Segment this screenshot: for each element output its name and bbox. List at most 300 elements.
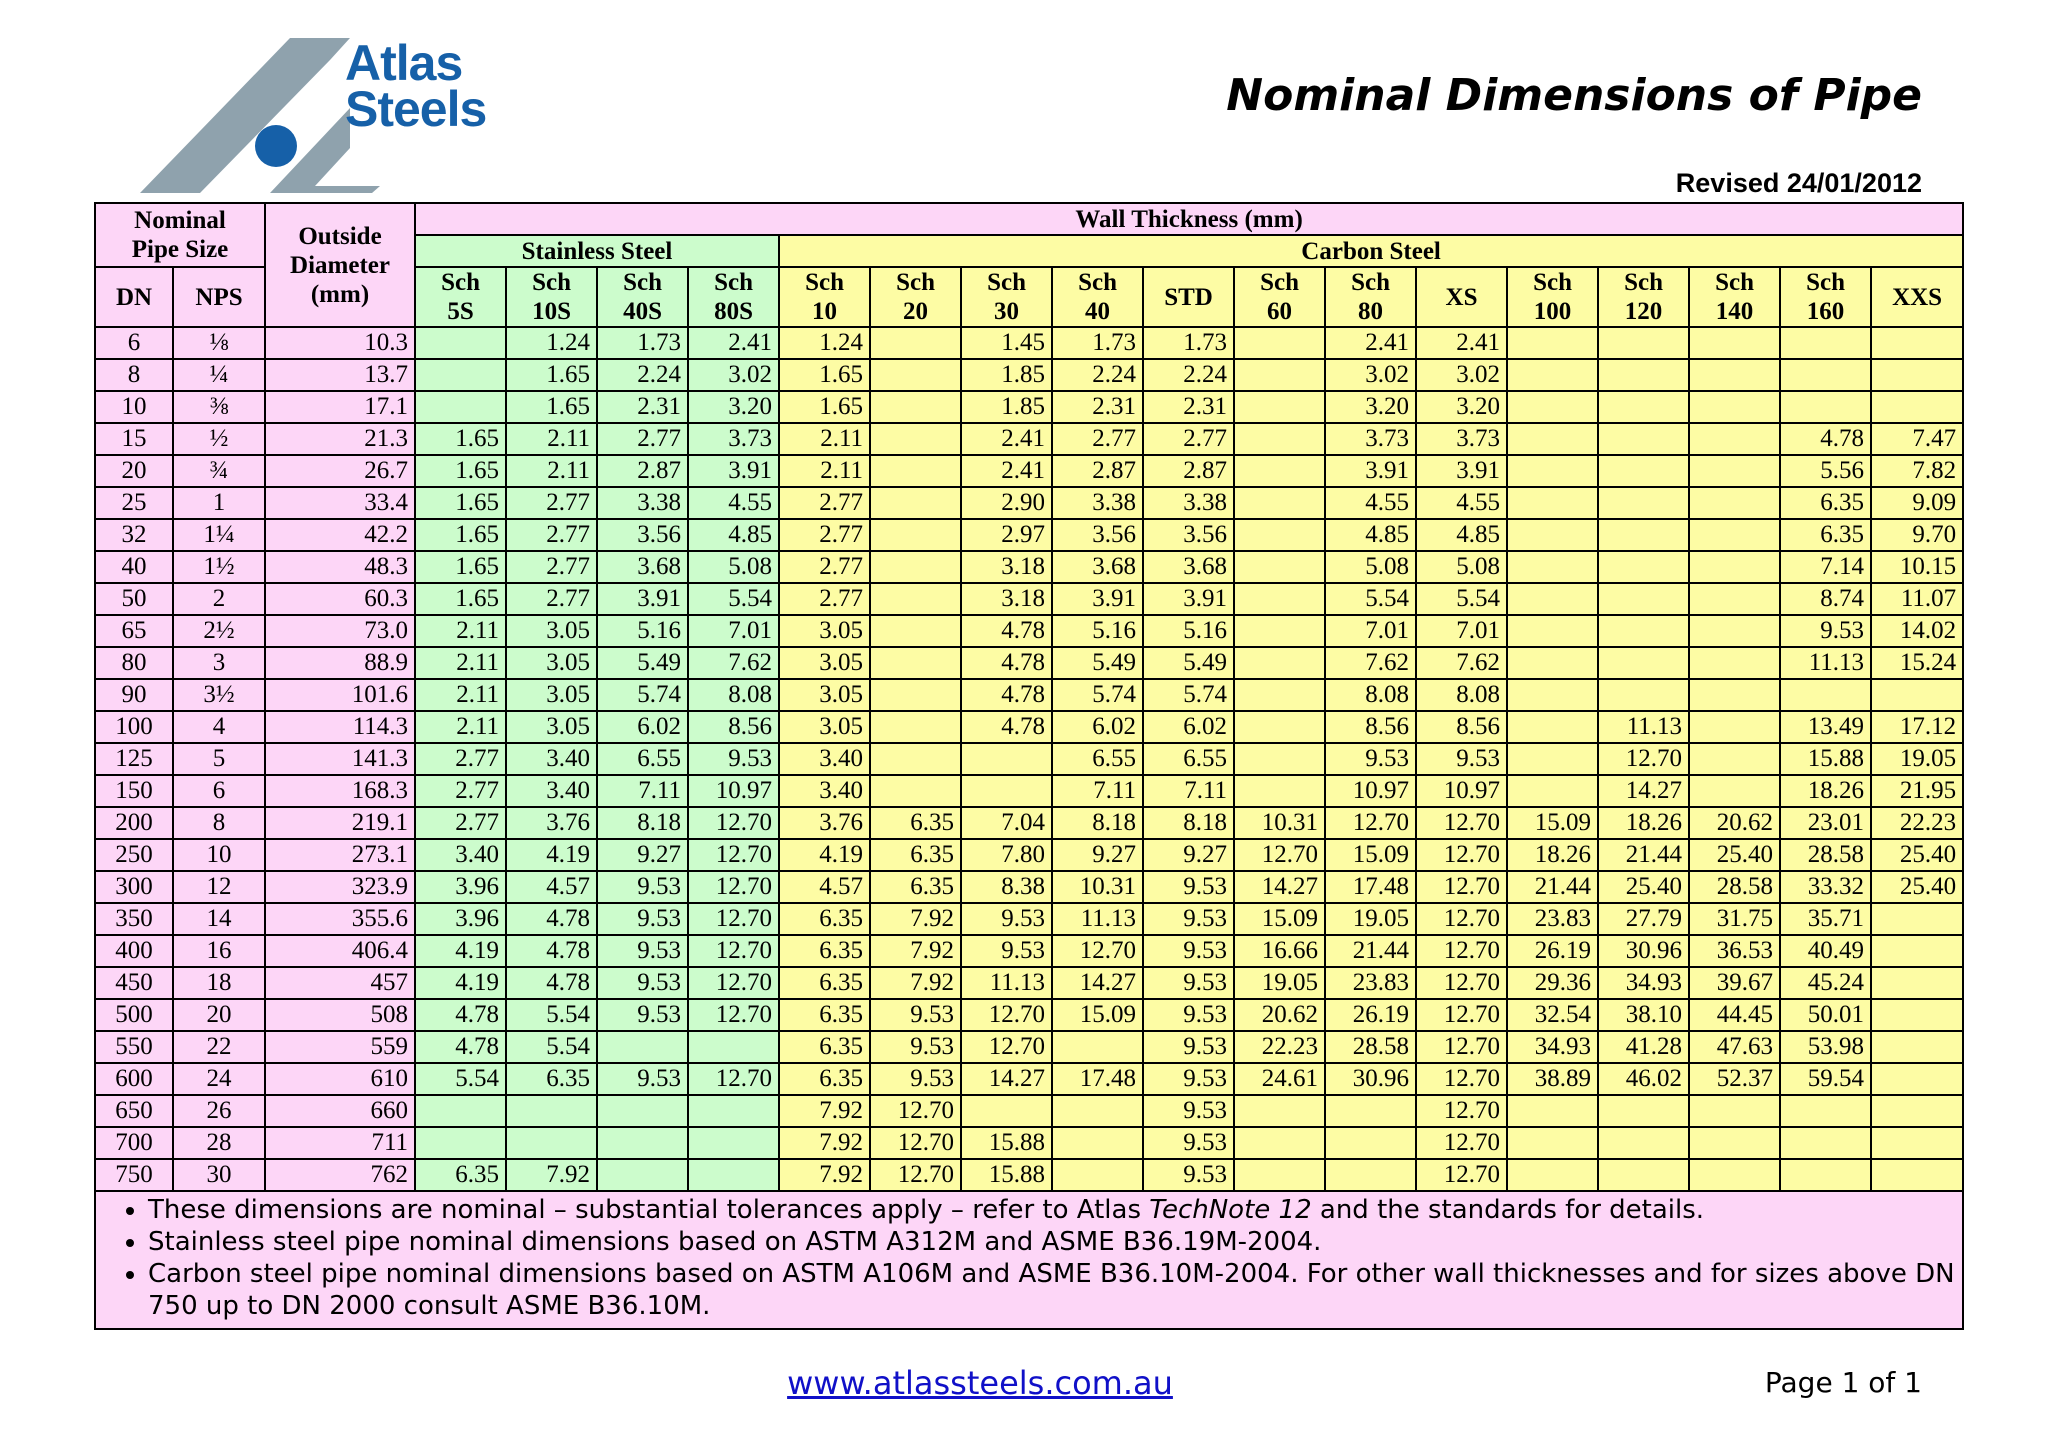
wall-thickness-cell: [1689, 391, 1780, 423]
wall-thickness-cell: 1.65: [415, 583, 506, 615]
wall-thickness-cell: 2.11: [415, 615, 506, 647]
nps-cell: ⅜: [173, 391, 265, 423]
wall-thickness-cell: [1780, 391, 1871, 423]
wall-thickness-cell: 7.11: [1052, 775, 1143, 807]
wall-thickness-cell: 23.83: [1325, 967, 1416, 999]
wall-thickness-cell: 3.96: [415, 871, 506, 903]
wall-thickness-cell: 3.38: [1052, 487, 1143, 519]
wall-thickness-cell: 21.95: [1871, 775, 1963, 807]
wall-thickness-cell: 10.31: [1234, 807, 1325, 839]
dn-cell: 10: [95, 391, 173, 423]
header-dn: DN: [95, 267, 173, 327]
wall-thickness-cell: 3.91: [1325, 455, 1416, 487]
wall-thickness-cell: 9.53: [870, 999, 961, 1031]
wall-thickness-cell: 1.24: [506, 327, 597, 359]
wall-thickness-cell: [1234, 711, 1325, 743]
carbon-col-header: Sch 20: [870, 267, 961, 327]
wall-thickness-cell: 5.74: [1052, 679, 1143, 711]
header-carbon-steel: Carbon Steel: [779, 235, 1963, 267]
wall-thickness-cell: 18.26: [1598, 807, 1689, 839]
wall-thickness-cell: 9.53: [597, 1063, 688, 1095]
wall-thickness-cell: 9.53: [597, 871, 688, 903]
od-cell: 508: [265, 999, 415, 1031]
wall-thickness-cell: 2.87: [1052, 455, 1143, 487]
carbon-col-header: STD: [1143, 267, 1234, 327]
od-cell: 21.3: [265, 423, 415, 455]
wall-thickness-cell: 3.05: [779, 711, 870, 743]
wall-thickness-cell: 9.53: [1143, 1127, 1234, 1159]
header-stainless-steel: Stainless Steel: [415, 235, 779, 267]
wall-thickness-cell: 3.20: [1416, 391, 1507, 423]
wall-thickness-cell: 2.41: [1325, 327, 1416, 359]
wall-thickness-cell: [1871, 391, 1963, 423]
nps-cell: 24: [173, 1063, 265, 1095]
wall-thickness-cell: 3.56: [1052, 519, 1143, 551]
wall-thickness-cell: 1.65: [415, 487, 506, 519]
wall-thickness-cell: 13.49: [1780, 711, 1871, 743]
wall-thickness-cell: 7.01: [1416, 615, 1507, 647]
notes-list: [102, 1194, 1956, 1322]
wall-thickness-cell: 4.78: [506, 935, 597, 967]
note-item: • Carbon steel pipe nominal dimensions based on ASTM A106M and ASME B36.10M-2004. For other wall thicknesses and for sizes above DN 750 up to DN 2000 consult ASME B36.10M.: [148, 1258, 1956, 1322]
od-cell: 73.0: [265, 615, 415, 647]
wall-thickness-cell: [1052, 1031, 1143, 1063]
wall-thickness-cell: 2.41: [961, 423, 1052, 455]
wall-thickness-cell: [597, 1031, 688, 1063]
wall-thickness-cell: 4.78: [961, 679, 1052, 711]
table-row: [95, 647, 1963, 679]
wall-thickness-cell: 9.53: [1143, 999, 1234, 1031]
wall-thickness-cell: 11.13: [961, 967, 1052, 999]
wall-thickness-cell: [1598, 615, 1689, 647]
wall-thickness-cell: 5.54: [506, 1031, 597, 1063]
wall-thickness-cell: 38.10: [1598, 999, 1689, 1031]
wall-thickness-cell: [1507, 775, 1598, 807]
table-row: [95, 455, 1963, 487]
nps-cell: ½: [173, 423, 265, 455]
wall-thickness-cell: [1507, 327, 1598, 359]
wall-thickness-cell: [1689, 551, 1780, 583]
wall-thickness-cell: 2.77: [1052, 423, 1143, 455]
nps-cell: 6: [173, 775, 265, 807]
wall-thickness-cell: 7.62: [688, 647, 779, 679]
wall-thickness-cell: [688, 1095, 779, 1127]
wall-thickness-cell: 14.27: [961, 1063, 1052, 1095]
wall-thickness-cell: 4.19: [506, 839, 597, 871]
dn-cell: 20: [95, 455, 173, 487]
notes-cell: [95, 1191, 1963, 1329]
carbon-col-header: XXS: [1871, 267, 1963, 327]
wall-thickness-cell: 7.47: [1871, 423, 1963, 455]
wall-thickness-cell: 8.18: [597, 807, 688, 839]
wall-thickness-cell: 12.70: [1052, 935, 1143, 967]
wall-thickness-cell: [1234, 1159, 1325, 1191]
wall-thickness-cell: 3.76: [506, 807, 597, 839]
dn-cell: 200: [95, 807, 173, 839]
dn-cell: 50: [95, 583, 173, 615]
table-row: [95, 359, 1963, 391]
wall-thickness-cell: [1598, 1159, 1689, 1191]
table-row: [95, 583, 1963, 615]
wall-thickness-cell: 12.70: [1234, 839, 1325, 871]
wall-thickness-cell: 12.70: [1416, 967, 1507, 999]
wall-thickness-cell: 3.05: [779, 615, 870, 647]
wall-thickness-cell: [870, 359, 961, 391]
wall-thickness-cell: 2.41: [688, 327, 779, 359]
wall-thickness-cell: 5.54: [1416, 583, 1507, 615]
wall-thickness-cell: [1689, 615, 1780, 647]
pipe-dimensions-table: [94, 202, 1964, 1330]
wall-thickness-cell: [1234, 743, 1325, 775]
wall-thickness-cell: 3.73: [1325, 423, 1416, 455]
wall-thickness-cell: [506, 1127, 597, 1159]
wall-thickness-cell: 3.68: [597, 551, 688, 583]
wall-thickness-cell: 2.11: [415, 711, 506, 743]
wall-thickness-cell: 14.02: [1871, 615, 1963, 647]
wall-thickness-cell: 3.05: [506, 647, 597, 679]
wall-thickness-cell: [415, 391, 506, 423]
dn-cell: 550: [95, 1031, 173, 1063]
wall-thickness-cell: 1.85: [961, 359, 1052, 391]
wall-thickness-cell: 9.53: [1143, 1159, 1234, 1191]
carbon-col-header: Sch 120: [1598, 267, 1689, 327]
wall-thickness-cell: 4.19: [415, 967, 506, 999]
wall-thickness-cell: 8.08: [1416, 679, 1507, 711]
nps-cell: 30: [173, 1159, 265, 1191]
wall-thickness-cell: 5.54: [1325, 583, 1416, 615]
wall-thickness-cell: 25.40: [1689, 839, 1780, 871]
wall-thickness-cell: 3.20: [1325, 391, 1416, 423]
od-cell: 33.4: [265, 487, 415, 519]
wall-thickness-cell: 2.77: [506, 583, 597, 615]
wall-thickness-cell: 1.65: [779, 359, 870, 391]
wall-thickness-cell: 9.53: [961, 903, 1052, 935]
wall-thickness-cell: 6.55: [1143, 743, 1234, 775]
wall-thickness-cell: 9.53: [1780, 615, 1871, 647]
wall-thickness-cell: [1507, 455, 1598, 487]
nps-cell: 26: [173, 1095, 265, 1127]
wall-thickness-cell: 9.53: [597, 999, 688, 1031]
wall-thickness-cell: [1507, 391, 1598, 423]
table-row: [95, 327, 1963, 359]
note-item: • Stainless steel pipe nominal dimensions based on ASTM A312M and ASME B36.19M-2004.: [148, 1226, 1956, 1258]
stainless-col-header: Sch 10S: [506, 267, 597, 327]
wall-thickness-cell: 2.24: [1052, 359, 1143, 391]
carbon-col-header: Sch 100: [1507, 267, 1598, 327]
wall-thickness-cell: 29.36: [1507, 967, 1598, 999]
wall-thickness-cell: [1234, 487, 1325, 519]
wall-thickness-cell: 5.16: [1143, 615, 1234, 647]
wall-thickness-cell: [1507, 1095, 1598, 1127]
wall-thickness-cell: [1507, 1159, 1598, 1191]
wall-thickness-cell: 17.48: [1052, 1063, 1143, 1095]
wall-thickness-cell: 9.53: [1143, 1063, 1234, 1095]
wall-thickness-cell: [1598, 423, 1689, 455]
wall-thickness-cell: 4.85: [1416, 519, 1507, 551]
nps-cell: 1: [173, 487, 265, 519]
carbon-col-header: Sch 80: [1325, 267, 1416, 327]
dn-cell: 100: [95, 711, 173, 743]
od-cell: 559: [265, 1031, 415, 1063]
table-row: [95, 999, 1963, 1031]
wall-thickness-cell: [1780, 359, 1871, 391]
wall-thickness-cell: 33.32: [1780, 871, 1871, 903]
wall-thickness-cell: 3.91: [688, 455, 779, 487]
wall-thickness-cell: [1325, 1159, 1416, 1191]
wall-thickness-cell: 5.08: [688, 551, 779, 583]
wall-thickness-cell: [1234, 327, 1325, 359]
wall-thickness-cell: 3.56: [1143, 519, 1234, 551]
wall-thickness-cell: 1.24: [779, 327, 870, 359]
wall-thickness-cell: 12.70: [870, 1127, 961, 1159]
wall-thickness-cell: 18.26: [1507, 839, 1598, 871]
wall-thickness-cell: 5.74: [1143, 679, 1234, 711]
wall-thickness-cell: 11.13: [1598, 711, 1689, 743]
table-row: [95, 1095, 1963, 1127]
nps-cell: 2½: [173, 615, 265, 647]
wall-thickness-cell: [870, 455, 961, 487]
wall-thickness-cell: [1598, 679, 1689, 711]
wall-thickness-cell: 12.70: [1416, 1063, 1507, 1095]
wall-thickness-cell: 2.41: [961, 455, 1052, 487]
nps-cell: 5: [173, 743, 265, 775]
stainless-col-header: Sch 5S: [415, 267, 506, 327]
wall-thickness-cell: [1234, 583, 1325, 615]
wall-thickness-cell: 2.11: [506, 455, 597, 487]
wall-thickness-cell: 2.31: [597, 391, 688, 423]
nps-cell: 3: [173, 647, 265, 679]
wall-thickness-cell: [415, 359, 506, 391]
wall-thickness-cell: [597, 1127, 688, 1159]
wall-thickness-cell: [1689, 743, 1780, 775]
wall-thickness-cell: 25.40: [1871, 871, 1963, 903]
table-row: [95, 551, 1963, 583]
wall-thickness-cell: [1689, 1159, 1780, 1191]
wall-thickness-cell: 4.19: [415, 935, 506, 967]
wall-thickness-cell: 2.77: [597, 423, 688, 455]
od-cell: 219.1: [265, 807, 415, 839]
dn-cell: 250: [95, 839, 173, 871]
wall-thickness-cell: 17.12: [1871, 711, 1963, 743]
carbon-col-header: Sch 30: [961, 267, 1052, 327]
wall-thickness-cell: 2.41: [1416, 327, 1507, 359]
table-row: [95, 871, 1963, 903]
wall-thickness-cell: 39.67: [1689, 967, 1780, 999]
wall-thickness-cell: 1.85: [961, 391, 1052, 423]
wall-thickness-cell: 3.56: [597, 519, 688, 551]
wall-thickness-cell: 2.31: [1052, 391, 1143, 423]
dn-cell: 500: [95, 999, 173, 1031]
wall-thickness-cell: [597, 1159, 688, 1191]
wall-thickness-cell: 6.35: [870, 871, 961, 903]
table-row: [95, 615, 1963, 647]
wall-thickness-cell: 11.13: [1052, 903, 1143, 935]
wall-thickness-cell: 9.53: [1416, 743, 1507, 775]
od-cell: 60.3: [265, 583, 415, 615]
wall-thickness-cell: 6.55: [1052, 743, 1143, 775]
wall-thickness-cell: 23.83: [1507, 903, 1598, 935]
wall-thickness-cell: [1052, 1127, 1143, 1159]
wall-thickness-cell: [870, 391, 961, 423]
wall-thickness-cell: 1.73: [1143, 327, 1234, 359]
wall-thickness-cell: 53.98: [1780, 1031, 1871, 1063]
wall-thickness-cell: 5.54: [415, 1063, 506, 1095]
wall-thickness-cell: 6.35: [779, 903, 870, 935]
wall-thickness-cell: 11.07: [1871, 583, 1963, 615]
wall-thickness-cell: 20.62: [1234, 999, 1325, 1031]
dn-cell: 150: [95, 775, 173, 807]
wall-thickness-cell: [1234, 391, 1325, 423]
od-cell: 48.3: [265, 551, 415, 583]
wall-thickness-cell: 8.56: [1325, 711, 1416, 743]
wall-thickness-cell: 12.70: [870, 1159, 961, 1191]
dn-cell: 40: [95, 551, 173, 583]
wall-thickness-cell: [597, 1095, 688, 1127]
wall-thickness-cell: [1507, 743, 1598, 775]
wall-thickness-cell: [870, 711, 961, 743]
wall-thickness-cell: 3.05: [506, 711, 597, 743]
wall-thickness-cell: 4.78: [961, 647, 1052, 679]
wall-thickness-cell: 15.88: [961, 1159, 1052, 1191]
nps-cell: ⅛: [173, 327, 265, 359]
od-cell: 762: [265, 1159, 415, 1191]
wall-thickness-cell: [1689, 1127, 1780, 1159]
table-row: [95, 423, 1963, 455]
wall-thickness-cell: 5.56: [1780, 455, 1871, 487]
wall-thickness-cell: 8.38: [961, 871, 1052, 903]
wall-thickness-cell: [870, 775, 961, 807]
wall-thickness-cell: [1598, 551, 1689, 583]
wall-thickness-cell: 27.79: [1598, 903, 1689, 935]
wall-thickness-cell: [1598, 1095, 1689, 1127]
nps-cell: 22: [173, 1031, 265, 1063]
wall-thickness-cell: 2.11: [415, 679, 506, 711]
wall-thickness-cell: 28.58: [1325, 1031, 1416, 1063]
od-cell: 101.6: [265, 679, 415, 711]
wall-thickness-cell: 4.78: [415, 999, 506, 1031]
wall-thickness-cell: 12.70: [688, 999, 779, 1031]
header-outside-diameter: Outside Diameter (mm): [265, 203, 415, 327]
dn-cell: 600: [95, 1063, 173, 1095]
wall-thickness-cell: 17.48: [1325, 871, 1416, 903]
wall-thickness-cell: 12.70: [1416, 1127, 1507, 1159]
table-row: [95, 967, 1963, 999]
wall-thickness-cell: 9.53: [597, 967, 688, 999]
wall-thickness-cell: 12.70: [1598, 743, 1689, 775]
wall-thickness-cell: 15.09: [1234, 903, 1325, 935]
wall-thickness-cell: 3.05: [506, 679, 597, 711]
dn-cell: 25: [95, 487, 173, 519]
dn-cell: 125: [95, 743, 173, 775]
table-row: [95, 519, 1963, 551]
od-cell: 114.3: [265, 711, 415, 743]
wall-thickness-cell: [1052, 1159, 1143, 1191]
wall-thickness-cell: 30.96: [1598, 935, 1689, 967]
wall-thickness-cell: [1507, 711, 1598, 743]
wall-thickness-cell: [1325, 1095, 1416, 1127]
wall-thickness-cell: 12.70: [688, 1063, 779, 1095]
wall-thickness-cell: 4.78: [415, 1031, 506, 1063]
wall-thickness-cell: 12.70: [688, 935, 779, 967]
wall-thickness-cell: 6.02: [1052, 711, 1143, 743]
wall-thickness-cell: 7.01: [688, 615, 779, 647]
wall-thickness-cell: 44.45: [1689, 999, 1780, 1031]
wall-thickness-cell: 12.70: [688, 967, 779, 999]
wall-thickness-cell: [1234, 1127, 1325, 1159]
nps-cell: 10: [173, 839, 265, 871]
wall-thickness-cell: [1871, 1159, 1963, 1191]
wall-thickness-cell: 23.01: [1780, 807, 1871, 839]
carbon-col-header: Sch 40: [1052, 267, 1143, 327]
wall-thickness-cell: 9.53: [870, 1063, 961, 1095]
wall-thickness-cell: 45.24: [1780, 967, 1871, 999]
wall-thickness-cell: 35.71: [1780, 903, 1871, 935]
wall-thickness-cell: 7.14: [1780, 551, 1871, 583]
wall-thickness-cell: 15.24: [1871, 647, 1963, 679]
wall-thickness-cell: 12.70: [688, 903, 779, 935]
od-cell: 42.2: [265, 519, 415, 551]
wall-thickness-cell: 6.02: [1143, 711, 1234, 743]
wall-thickness-cell: 28.58: [1689, 871, 1780, 903]
dn-cell: 90: [95, 679, 173, 711]
wall-thickness-cell: 3.40: [506, 743, 597, 775]
od-cell: 660: [265, 1095, 415, 1127]
brand-wordmark: [345, 35, 487, 137]
wall-thickness-cell: [506, 1095, 597, 1127]
table-row: [95, 1031, 1963, 1063]
dn-cell: 650: [95, 1095, 173, 1127]
nps-cell: 3½: [173, 679, 265, 711]
header-wall-thickness: Wall Thickness (mm): [415, 203, 1963, 235]
wall-thickness-cell: 25.40: [1598, 871, 1689, 903]
wall-thickness-cell: [1598, 455, 1689, 487]
od-cell: 17.1: [265, 391, 415, 423]
wall-thickness-cell: 4.55: [1416, 487, 1507, 519]
table-row: [95, 1159, 1963, 1191]
wall-thickness-cell: 15.88: [961, 1127, 1052, 1159]
wall-thickness-cell: [870, 647, 961, 679]
wall-thickness-cell: 3.68: [1143, 551, 1234, 583]
wall-thickness-cell: 15.88: [1780, 743, 1871, 775]
wall-thickness-cell: 3.40: [415, 839, 506, 871]
wall-thickness-cell: 21.44: [1507, 871, 1598, 903]
website-link[interactable]: www.atlassteels.com.au: [787, 1364, 1173, 1402]
wall-thickness-cell: [1689, 775, 1780, 807]
wall-thickness-cell: 7.92: [870, 903, 961, 935]
wall-thickness-cell: 12.70: [688, 871, 779, 903]
wall-thickness-cell: [1689, 487, 1780, 519]
wall-thickness-cell: 30.96: [1325, 1063, 1416, 1095]
wall-thickness-cell: 41.28: [1598, 1031, 1689, 1063]
wall-thickness-cell: 12.70: [1416, 1159, 1507, 1191]
nps-cell: 1¼: [173, 519, 265, 551]
wall-thickness-cell: 4.78: [961, 711, 1052, 743]
wall-thickness-cell: 7.92: [779, 1159, 870, 1191]
wall-thickness-cell: 7.92: [870, 935, 961, 967]
note-item: • These dimensions are nominal – substantial tolerances apply – refer to Atlas TechNote 12 and the standards for details.: [148, 1194, 1956, 1226]
wall-thickness-cell: 2.24: [597, 359, 688, 391]
wall-thickness-cell: 1.65: [415, 455, 506, 487]
wall-thickness-cell: 4.55: [1325, 487, 1416, 519]
wall-thickness-cell: [1234, 551, 1325, 583]
wall-thickness-cell: 12.70: [1416, 903, 1507, 935]
table-row: [95, 775, 1963, 807]
wall-thickness-cell: 12.70: [688, 807, 779, 839]
wall-thickness-cell: 22.23: [1871, 807, 1963, 839]
wall-thickness-cell: 1.65: [415, 519, 506, 551]
carbon-col-header: Sch 140: [1689, 267, 1780, 327]
od-cell: 355.6: [265, 903, 415, 935]
